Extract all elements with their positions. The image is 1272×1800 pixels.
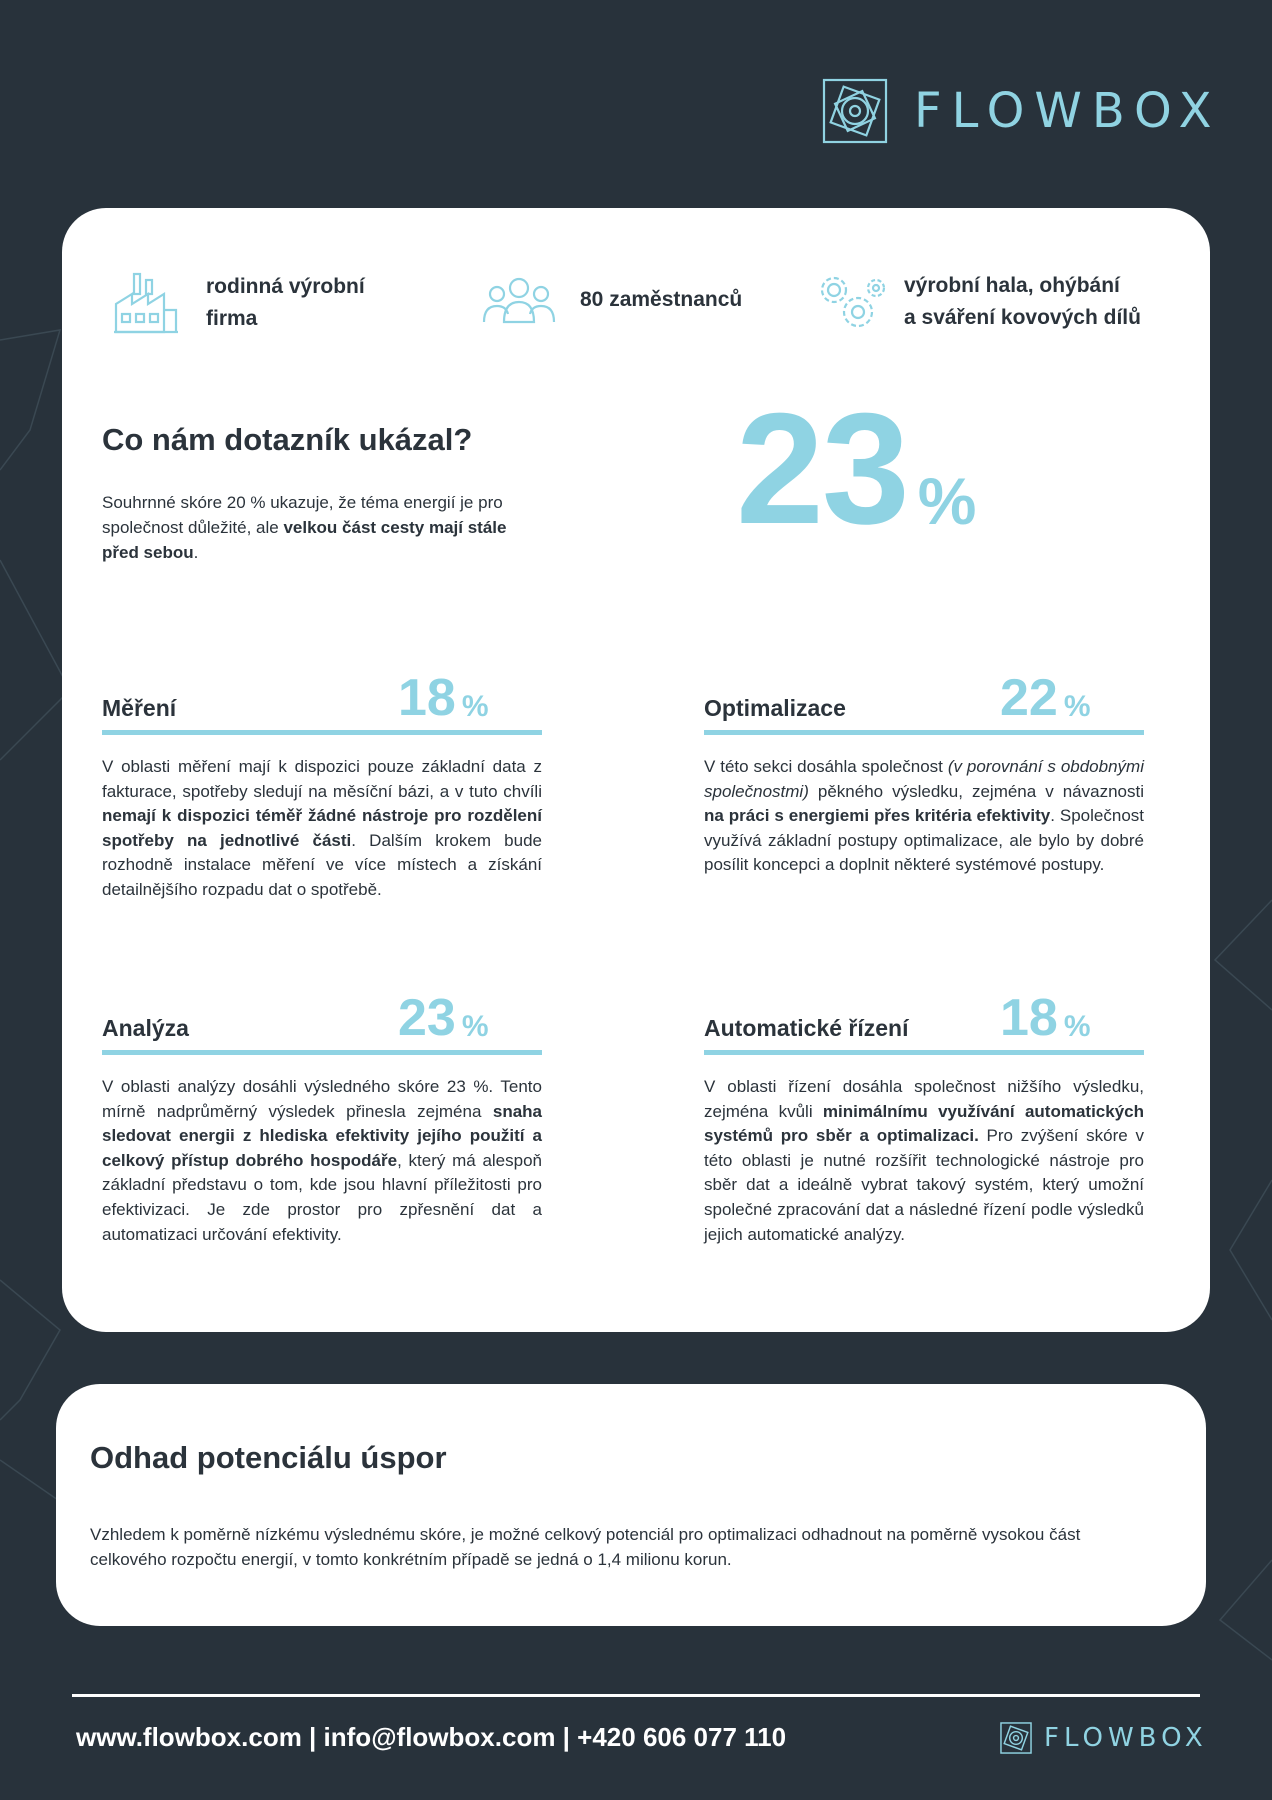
factory-icon bbox=[112, 270, 180, 336]
section-text-emphasis: nemají k dispozici téměř žádné nástroje pro rozdělení spotřeby na jednotlivé části bbox=[102, 806, 542, 850]
savings-text: Vzhledem k poměrně nízkému výslednému skóre, je možné celkový potenciál pro optimalizaci odhadnout na poměrně vysokou část celkového rozpočtu energií, v tomto konkrétním případě se jedná o 1,4 milionu korun. bbox=[90, 1525, 1081, 1569]
fact-company-type-line2: firma bbox=[206, 307, 258, 330]
section-score-unit: % bbox=[1063, 690, 1091, 723]
fact-production bbox=[814, 270, 1141, 334]
savings-card bbox=[56, 1384, 1206, 1626]
assessment-card bbox=[62, 208, 1210, 1332]
section-header bbox=[704, 664, 1144, 735]
employees-icon bbox=[482, 276, 556, 324]
footer-logo bbox=[1000, 1722, 1208, 1754]
section-text-part: V této sekci dosáhla společnost bbox=[704, 757, 948, 776]
overall-score-value: 23 bbox=[736, 381, 908, 557]
footer-divider bbox=[72, 1694, 1200, 1697]
section-text-emphasis: minimálnímu využívání automatických systémů pro sběr a optimalizaci. bbox=[704, 1101, 1144, 1146]
section-score bbox=[398, 669, 489, 727]
flowbox-logo-icon bbox=[1000, 1722, 1032, 1754]
section-header bbox=[102, 984, 542, 1055]
section-score-unit: % bbox=[1063, 1010, 1091, 1043]
section-score-unit: % bbox=[461, 1010, 489, 1043]
section-text-part: V oblasti analýzy dosáhli výsledného skóre 23 %. Tento mírně nadprůměrný výsledek přinesla zejména bbox=[102, 1077, 542, 1121]
section-score-unit: % bbox=[461, 690, 489, 723]
section-text-emphasis: na práci s energiemi přes kritéria efektivity bbox=[704, 806, 1051, 826]
section-header bbox=[704, 984, 1144, 1055]
fact-company-type bbox=[112, 270, 365, 336]
intro-title: Co nám dotazník ukázal? bbox=[102, 422, 473, 457]
intro-text-part: Souhrnné skóre 20 % ukazuje, že téma energií je pro společnost důležité, ale bbox=[102, 493, 503, 537]
flowbox-logo-wordmark: FLOWBOX bbox=[914, 83, 1222, 139]
intro-text-emphasis: velkou část cesty mají stále před sebou bbox=[102, 518, 507, 562]
section-text-part: . Společnost využívá základní postupy optimalizace, ale bylo by dobré posílit koncepci a doplnit některé systémové postupy. bbox=[704, 806, 1144, 875]
section-score bbox=[1000, 669, 1091, 727]
flowbox-logo bbox=[822, 78, 1222, 144]
intro-text-end: . bbox=[193, 543, 199, 562]
section-header bbox=[102, 664, 542, 735]
section-automaticke-rizeni bbox=[704, 984, 1144, 1247]
fact-employees-text: 80 zaměstnanců bbox=[580, 288, 743, 311]
flowbox-logo-wordmark: FLOWBOX bbox=[1044, 1723, 1208, 1753]
section-text-part: V oblasti měření mají k dispozici pouze základní data z fakturace, spotřeby sledují na měsíční bázi, a v tuto chvíli bbox=[102, 757, 542, 801]
section-optimalizace bbox=[704, 664, 1144, 878]
section-text bbox=[102, 1075, 542, 1247]
section-text-emphasis: snaha sledovat energii z hlediska efektivity jejího použití a celkový přístup dobrého hospodáře bbox=[102, 1101, 542, 1170]
footer-contact: www.flowbox.com | info@flowbox.com | +420 606 077 110 bbox=[76, 1722, 787, 1752]
company-facts bbox=[62, 258, 1210, 348]
section-text bbox=[102, 755, 542, 903]
section-text-part: , který má alespoň základní představu o tom, kde jsou hlavní příležitosti pro efektivizaci. Je zde prostor pro zpřesnění dat a automatizaci určování efektivity. bbox=[102, 1150, 542, 1244]
section-title: Měření bbox=[102, 695, 177, 721]
section-text bbox=[704, 755, 1144, 878]
section-text bbox=[704, 1075, 1144, 1247]
section-text-part: . Dalším krokem bude rozhodně instalace měření ve více místech a získání detailnějšího rozpadu dat o spotřebě. bbox=[102, 830, 542, 899]
section-analyza bbox=[102, 984, 542, 1247]
fact-employees bbox=[482, 276, 742, 324]
intro-text bbox=[102, 490, 522, 565]
section-score-value: 23 bbox=[398, 989, 456, 1047]
fact-production-line2: a sváření kovových dílů bbox=[904, 306, 1141, 329]
section-title: Analýza bbox=[102, 1015, 189, 1041]
section-text-part: Pro zvýšení skóre v této oblasti je nutné rozšířit technologické nástroje pro sběr dat a ideálně vybrat takový systém, který umožní společné zpracování dat a následné řízení podle výsledků jejich automatické analýzy. bbox=[704, 1126, 1144, 1244]
section-score bbox=[398, 989, 489, 1047]
section-score-value: 22 bbox=[1000, 669, 1058, 727]
flowbox-logo-icon bbox=[822, 78, 888, 144]
fact-production-line1: výrobní hala, ohýbání bbox=[904, 274, 1120, 297]
section-mereni bbox=[102, 664, 542, 903]
section-title: Automatické řízení bbox=[704, 1015, 909, 1041]
section-text-italic: (v porovnání s obdobnými společnostmi) bbox=[704, 757, 1144, 801]
section-title: Optimalizace bbox=[704, 695, 846, 721]
section-score-value: 18 bbox=[1000, 989, 1058, 1047]
section-text-part: pěkného výsledku, zejména v návaznosti bbox=[808, 781, 1144, 801]
section-score bbox=[1000, 989, 1091, 1047]
overall-score-unit: % bbox=[917, 464, 977, 538]
fact-company-type-line1: rodinná výrobní bbox=[206, 275, 365, 298]
section-score-value: 18 bbox=[398, 669, 456, 727]
savings-title: Odhad potenciálu úspor bbox=[90, 1440, 447, 1475]
section-text-part: V oblasti řízení dosáhla společnost nižšího výsledku, zejména kvůli bbox=[704, 1077, 1144, 1121]
overall-score bbox=[736, 381, 977, 557]
gears-icon bbox=[814, 270, 886, 334]
